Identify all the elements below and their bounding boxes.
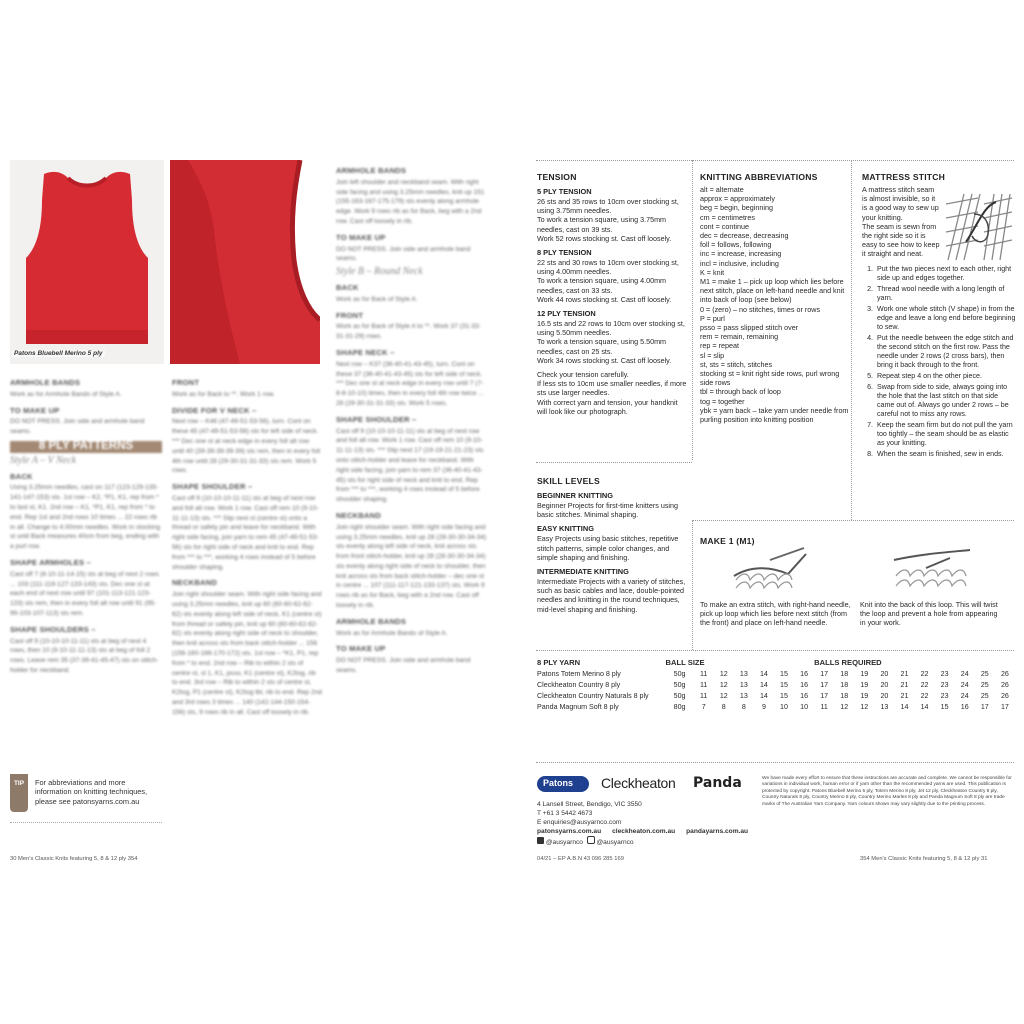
vest-detail-image (170, 160, 320, 364)
email-link[interactable]: E enquiries@ausyarnco.com (537, 819, 622, 826)
tension-check-line: If less sts to 10cm use smaller needles, if more (537, 379, 687, 389)
tension-line: To work a tension square, using 3.75mm (537, 215, 667, 225)
skill-section (537, 476, 689, 614)
section-heading: TO MAKE UP (336, 644, 386, 654)
pattern-paragraph: DO NOT PRESS. Join side and armhole band seams. (336, 245, 471, 263)
left-page-footer: 30 Men's Classic Knits featuring 5, 8 & 12 ply 354 (10, 856, 138, 862)
abbreviation-line: inc = increase, increasing (700, 249, 782, 259)
section-heading: FRONT (336, 310, 364, 320)
balls-required-value: 22 (920, 691, 929, 700)
yarn-table (537, 657, 1015, 712)
pattern-paragraph: Next row – K37 (36-40-41-43-45), turn. Cont on these 37 (36-40-41-43-45) sts for left side of neck. *** Dec one st at neck edge in every row until 7 (7-8-8-10-10) times, then in every foll 4th row twice ... 28 (29-30-31-31-33) sts. Work 5 rows. (336, 360, 484, 407)
tension-line: Work 44 rows stocking st. Cast off loosely. (537, 294, 672, 304)
section-heading: BACK (336, 282, 359, 292)
tension-check-text (537, 370, 689, 416)
tension-check-line: will look like our photograph. (537, 406, 628, 416)
balls-required-value: 24 (960, 669, 969, 678)
balls-required-value: 14 (759, 669, 768, 678)
balls-required-value: 19 (860, 680, 869, 689)
pattern-paragraph: Join right shoulder seam. With right side facing and using 3.25mm needles, knit up 28 (28-30-30-34-34) sts evenly along left side of neck, knit across sts from front stitch-holder, knit up 28 (28-30-30-34-34) sts evenly along right side of neck to shoulder, then knit across sts from back stitch-holder – dec one st in centre ... 107 (111-117-121-133-137) sts. Work 9 rows rib as for Back, beg with a 2nd row. Cast off loosely in rib. (336, 523, 487, 610)
abbreviation-line: approx = approximately (700, 194, 775, 204)
balls-required-value: 14 (759, 680, 768, 689)
pattern-paragraph: DO NOT PRESS. Join side and armhole band seams. (10, 418, 145, 436)
section-heading: FRONT (172, 378, 200, 387)
skill-line: Beginner Projects for first-time knitters using (537, 501, 679, 510)
rule-under-tension (536, 462, 692, 463)
col-yarn-header: 8 PLY YARN (537, 658, 581, 667)
skill-line: such as basic cables and lace, double-pointed (537, 586, 685, 596)
right-footer-left: 04/21 – EP A.B.N 43 096 285 169 (537, 856, 624, 862)
balls-required-value: 25 (980, 691, 989, 700)
tension-check-line: sts use larger needles. (537, 388, 610, 398)
mattress-step: 6. Swap from side to side, always going into the hole that the last stitch on that side came out of. Always go under 2 rows – be careful not to miss any rows. (875, 383, 1016, 419)
tension-check-line: With correct yarn and tension, your handknit (537, 397, 678, 407)
mattress-step: 3. Work one whole stitch (V shape) in from the edge and leave a long end before beginning to sew. (875, 305, 1016, 332)
patons-url[interactable]: patonsyarns.com.au (537, 828, 602, 835)
abbreviation-line: rem = remain, remaining (700, 332, 779, 342)
pattern-paragraph: Cast off 7 (8-10-11-14-15) sts at beg of next 2 rows ... 103 (111-119-127-133-143) sts. Dec one st at each end of next row until 97 (101-113-121-123-133) sts rem, then in every foll alt row until 91 (95-99-103-107-113) sts rem. (10, 570, 159, 617)
pattern-paragraph: Join left shoulder and neckband seam. With right side facing and using 3.25mm needles, knit up 151 (155-163-167-175-179) sts evenly along armhole edge. Work 9 rows rib as for Back, beg with a 2nd row. Cast off loosely in rib. (336, 178, 485, 225)
tension-line: 22 sts and 30 rows to 10cm over stocking st, (537, 258, 679, 268)
balls-required-value: 15 (940, 702, 949, 711)
rule-above-table (536, 650, 1014, 651)
balls-required-value: 14 (920, 702, 929, 711)
yarn-row (537, 668, 1015, 679)
tension-line: To work a tension square, using 5.50mm (537, 337, 667, 347)
balls-required-value: 16 (800, 669, 809, 678)
pattern-paragraph: DO NOT PRESS. Join side and armhole band seams. (336, 657, 471, 675)
balls-required-value: 11 (699, 680, 708, 689)
balls-required-value: 15 (780, 669, 788, 678)
abbreviation-line: dec = decrease, decreasing (700, 231, 789, 241)
instagram-handle[interactable]: @ausyarnco (596, 839, 634, 846)
balls-required-value: 17 (1000, 702, 1009, 711)
ball-size: 80g (673, 702, 686, 711)
pattern-paragraph: Cast off 9 (10-10-10-11-11) sts at beg of next row and foll alt row. Work 1 row. Cast off rem 10 (9-10-11-11-13) sts. *** Slip next st (centre st) onto a thread or safety pin and leave for neckband. With right side facing, join yarn to rem 45 (47-49-51-53-56) sts for right side of neck and knit to end. Rep from *** to ***, working 4 rows instead of 5 before shoulder shaping. (172, 494, 319, 571)
balls-required-value: 13 (880, 702, 889, 711)
col-ball-size-header: BALL SIZE (665, 658, 705, 667)
cleckheaton-url[interactable]: cleckheaton.com.au (612, 828, 676, 835)
balls-required-value: 9 (761, 702, 766, 711)
make1-right-illustration (890, 546, 974, 596)
section-heading: SHAPE SHOULDER – (172, 482, 253, 492)
balls-required-value: 12 (719, 680, 728, 689)
balls-required-value: 15 (780, 691, 788, 700)
panda-url[interactable]: pandayarns.com.au (686, 828, 749, 835)
balls-required-value: 10 (800, 702, 809, 711)
section-heading: TO MAKE UP (336, 232, 386, 242)
tension-subheading: 8 PLY TENSION (537, 248, 592, 258)
balls-required-value: 12 (719, 691, 728, 700)
tension-text (537, 258, 689, 304)
balls-required-value: 17 (820, 669, 829, 678)
balls-required-value: 8 (741, 702, 746, 711)
pattern-paragraph: Work as for Back of Style A. (336, 295, 418, 303)
tip-text: For abbreviations and more information on knitting techniques, please see patonsyarns.com.au (35, 778, 148, 806)
balls-required-value: 26 (1000, 680, 1009, 689)
photo-caption: Patons Bluebell Merino 5 ply (14, 350, 103, 357)
tension-line: 26 sts and 35 rows to 10cm over stocking st, (537, 197, 679, 206)
skill-level-heading: INTERMEDIATE KNITTING (537, 567, 629, 577)
balls-required-value: 13 (739, 669, 748, 678)
tip-badge-label: TIP (13, 780, 25, 787)
abbreviation-line: beg = begin, beginning (700, 203, 773, 213)
abbreviation-line: rep = repeat (700, 341, 739, 351)
balls-required-value: 16 (800, 680, 809, 689)
section-heading: TO MAKE UP (10, 405, 60, 415)
panda-logo: Panda (693, 775, 742, 791)
yarn-name: Cleckheaton Country 8 ply (537, 680, 621, 689)
balls-required-value: 19 (860, 691, 869, 700)
balls-required-value: 13 (739, 680, 748, 689)
tension-line: To work a tension square, using 4.00mm (537, 276, 667, 286)
abbreviation-line: cm = centimetres (700, 212, 755, 222)
abbreviation-line: tbl = through back of loop (700, 387, 781, 397)
style-subtitle: Style B – Round Neck (336, 266, 423, 278)
balls-required-value: 24 (960, 691, 969, 700)
balls-required-value: 17 (820, 691, 829, 700)
tension-line: 16.5 sts and 22 rows to 10cm over stocking st, (537, 319, 685, 329)
balls-required-value: 21 (900, 691, 909, 700)
pattern-paragraph: Work as for Back to **. Work 1 row. (172, 390, 275, 398)
balls-required-value: 22 (920, 680, 929, 689)
balls-required-value: 25 (980, 669, 989, 678)
balls-required-value: 16 (960, 702, 969, 711)
balls-required-value: 20 (880, 691, 889, 700)
skill-line: simple shaping and finishing. (537, 552, 630, 562)
mattress-intro-line: A mattress stitch seam (862, 185, 935, 194)
section-heading: SHAPE SHOULDERS – (10, 624, 96, 634)
balls-required-value: 17 (820, 680, 829, 689)
skill-line: mid-level shaping and finishing. (537, 604, 638, 614)
vest-detail-photo (170, 160, 320, 364)
mattress-step: 1. Put the two pieces next to each other, right side up and edges together. (875, 265, 1016, 283)
mattress-intro-line: your knitting. (862, 212, 903, 222)
make1-title: MAKE 1 (M1) (700, 536, 755, 546)
tension-text (537, 197, 689, 243)
abbreviation-line: into back of loop (see below) (700, 295, 792, 305)
mattress-title: MATTRESS STITCH (862, 172, 946, 182)
balls-required-value: 25 (980, 680, 989, 689)
mattress-step: 2. Thread wool needle with a long length of yarn. (875, 285, 1016, 303)
tension-check-line: Check your tension carefully. (537, 370, 629, 380)
balls-required-value: 14 (900, 702, 909, 711)
yarn-row (537, 679, 1015, 690)
section-heading: NECKBAND (172, 578, 218, 588)
balls-required-value: 22 (920, 669, 929, 678)
make1-line: To make an extra stitch, with right-hand needle, (700, 600, 851, 609)
mattress-step: 8. When the seam is finished, sew in ends. (875, 450, 1016, 459)
skill-level-heading: EASY KNITTING (537, 524, 594, 534)
left-column-1 (10, 372, 162, 676)
balls-required-value: 20 (880, 680, 889, 689)
mattress-stitch-illustration (944, 184, 1014, 264)
balls-required-value: 18 (840, 680, 849, 689)
ball-size: 50g (673, 691, 686, 700)
divider-abbrev-mattress (851, 160, 852, 520)
pattern-paragraph: Cast off 9 (10-10-10-11-11) sts at beg of next row and foll alt row. Work 1 row. Cast off rem 10 (9-10-11-11-13) sts. *** Slip next 17 (19-19-21-21-23) sts onto stitch-holder and leave for neckband. With right side facing, join yarn to rem 37 (36-40-41-43-45) sts for right side of neck and knit to end. Rep from *** to ***, working 4 rows instead of 5 before shoulder shaping. (336, 427, 484, 504)
balls-required-value: 18 (840, 691, 849, 700)
abbreviation-line: incl = inclusive, including (700, 258, 779, 268)
abbreviation-line: st, sts = stitch, stitches (700, 359, 773, 369)
section-heading: ARMHOLE BANDS (336, 616, 407, 626)
rule-below-table (536, 762, 1014, 763)
pattern-paragraph: Using 3.25mm needles, cast on 117 (123-129-135-141-147-153) sts. 1st row – K2, *P1, K1, rep from * to last st, K1. 2nd row – K1, *P1, K1, rep from * to end. Rep 1st and 2nd rows 10 times ... 22 rows rib in all. Change to 4.00mm needles. Work in stocking st until Back measures 40cm from beg, ending with a purl row. (10, 484, 161, 551)
mattress-intro-line: is a good way to sew up (862, 203, 939, 213)
ball-size: 50g (673, 669, 686, 678)
tip-box (10, 774, 162, 823)
section-heading: ARMHOLE BANDS (10, 378, 81, 387)
balls-required-value: 16 (800, 691, 809, 700)
make1-left-text (700, 600, 856, 628)
mattress-intro-line: is almost invisible, so it (862, 194, 936, 204)
yarn-name: Panda Magnum Soft 8 ply (537, 702, 619, 711)
tension-text (537, 319, 689, 365)
balls-required-value: 15 (780, 680, 788, 689)
tension-subheading: 12 PLY TENSION (537, 309, 596, 319)
disclaimer: We have made every effort to ensure that these instructions are accurate and complete. We cannot be responsible for variations in individual work, human error or if yarn other than the recommended yarns are used. This publication is protected by copyright. Patons Bluebell Merino 5 ply, Totem Merino 8 ply, Jet 12 ply, Cleckheaton Country 8 ply, Country Naturals 8 ply, Country Merino 8 ply, Country Merino Marles 8 ply and Panda Magnum Soft 8 ply are trade marks of The Australian Yarn Company. Yarn colours shown may vary slightly due to the printing process. (762, 776, 1012, 807)
balls-required-value: 12 (719, 669, 728, 678)
section-heading: SHAPE SHOULDER – (336, 414, 417, 424)
skill-level-heading: BEGINNER KNITTING (537, 491, 613, 500)
tension-line: needles, cast on 33 sts. (537, 285, 613, 295)
section-heading: DIVIDE FOR V NECK – (172, 405, 257, 415)
make1-left-illustration (730, 546, 810, 596)
balls-required-value: 26 (1000, 669, 1009, 678)
make1-line: Knit into the back of this loop. This will twist (860, 600, 998, 609)
balls-required-value: 14 (759, 691, 768, 700)
tension-line: needles, cast on 39 sts. (537, 224, 613, 234)
yarn-table-wrap (537, 657, 1015, 712)
pattern-paragraph: Work as for Armhole Bands of Style A. (10, 390, 122, 398)
style-subtitle: Style A – V Neck (10, 454, 77, 466)
mattress-intro-line: it straight and neat. (862, 249, 924, 259)
mattress-intro-line: the right side so it is (862, 231, 926, 241)
mattress-step: 4. Put the needle between the edge stitch and the second stitch on the first row. Pass the needle under 2 rows (2 cross bars), then bring it back through to the front. (875, 334, 1016, 370)
abbreviation-line: alt = alternate (700, 185, 744, 194)
skill-line: stitch patterns, simple color changes, and (537, 543, 670, 553)
section-heading: SHAPE NECK – (336, 347, 395, 357)
rule-under-abbrev (692, 520, 1014, 521)
balls-required-value: 24 (960, 680, 969, 689)
balls-required-value: 11 (699, 691, 708, 700)
balls-required-value: 11 (699, 669, 708, 678)
abbrev-title: KNITTING ABBREVIATIONS (700, 172, 818, 182)
skill-level-text (537, 577, 689, 614)
section-heading: ARMHOLE BANDS (336, 166, 407, 175)
balls-required-value: 12 (840, 702, 849, 711)
abbreviation-line: P = purl (700, 313, 725, 323)
make1-line: pick up loop which lies before next stitch (from (700, 609, 848, 619)
mattress-section (862, 172, 1016, 461)
pattern-paragraph: Next row – K46 (47-49-51-53-56), turn. Cont on these 45 (47-49-51-53-56) sts for left side of neck. *** Dec one st at neck edge in every foll alt row until 40 (39-39-39-39-39) sts rem, then in every foll 4th row until 28 (29-30-31-31-33) sts rem. Work 5 rows. (172, 418, 321, 475)
tension-subheading: 5 PLY TENSION (537, 187, 592, 196)
balls-required-value: 18 (840, 669, 849, 678)
abbreviation-line: sl = slip (700, 350, 725, 360)
balls-required-value: 23 (940, 680, 949, 689)
left-column-3 (336, 160, 488, 676)
balls-required-value: 20 (880, 669, 889, 678)
yarn-name: Cleckheaton Country Naturals 8 ply (537, 691, 649, 700)
pattern-paragraph: Join right shoulder seam. With right side facing and using 3.25mm needles, knit up 60 (60-60-62-62-62) sts evenly along left side of neck, K1 (centre st) from thread or safety pin, knit up 60 (60-60-62-62-62) sts evenly along right side of neck to shoulder, then knit across sts from back stitch-holder ... 156 (156-160-166-170-172) sts. 1st row – *K1, P1, rep from * to end. 2nd row – Rib to within 2 sts of centre st, sl 1, K1, psso, K1 (centre st), K2tog, rib to end. 3rd row – Rib to within 2 sts of centre st, K2tog, P1 (centre st), K2tog tbl, rib to end. Rep 2nd and 3rd rows 3 times ... 140 (142-144-150-154-156) sts, 9 rows rib in all. Cast off loosely in rib. (172, 591, 322, 716)
abbreviation-line: stocking st = knit right side rows, purl wrong (700, 369, 840, 379)
left-column-2 (172, 372, 322, 718)
balls-required-value: 23 (940, 669, 949, 678)
abbreviation-line: foll = follows, following (700, 240, 772, 250)
skill-line: Intermediate Projects with a variety of stitches, (537, 577, 686, 587)
abbreviation-line: tog = together (700, 396, 745, 406)
balls-required-value: 17 (980, 702, 989, 711)
ball-size: 50g (673, 680, 686, 689)
mattress-step: 5. Repeat step 4 on the other piece. (875, 372, 1016, 381)
skill-level-text (537, 534, 689, 562)
tension-line: Work 52 rows stocking st. Cast off loosely. (537, 233, 672, 243)
mattress-intro (862, 185, 946, 259)
section-heading: NECKBAND (336, 510, 382, 520)
abbreviation-line: purling position into knitting position (700, 415, 814, 425)
abbreviation-line: cont = continue (700, 221, 749, 231)
pattern-paragraph: Cast off 9 (10-10-10-11-11) sts at beg of next 4 rows, then 10 (9-10-11-11-13) sts at beg of foll 2 rows. Leave rem 35 (37-39-41-45-47) sts on stitch-holder for neckband. (10, 637, 159, 674)
balls-required-value: 19 (860, 669, 869, 678)
pattern-paragraph: Work as for Armhole Bands of Style A. (336, 629, 448, 637)
instagram-icon[interactable] (587, 836, 595, 844)
tension-line: needles, cast on 25 sts. (537, 346, 613, 356)
tension-line: using 4.00mm needles. (537, 267, 612, 277)
skill-title: SKILL LEVELS (537, 476, 600, 486)
balls-required-value: 7 (701, 702, 706, 711)
skill-line: needles and knitting in the round techniques, (537, 595, 680, 605)
tension-line: using 5.50mm needles. (537, 328, 612, 338)
balls-required-value: 23 (940, 691, 949, 700)
balls-required-value: 21 (900, 669, 909, 678)
patons-logo-text: Patons (543, 778, 574, 788)
facebook-icon[interactable] (537, 837, 544, 844)
make1-line: the front) and place on left-hand needle. (700, 618, 828, 628)
mattress-intro-line: The seam is sewn from (862, 221, 937, 231)
vest-front-image (10, 160, 164, 364)
abbreviation-line: 0 = (zero) – no stitches, times or rows (700, 304, 821, 314)
abbreviation-line: ybk = yarn back – take yarn under needle from (700, 405, 849, 415)
make1-line: the loop and prevent a hole from appearing (860, 609, 998, 619)
cleckheaton-logo: Cleckheaton (601, 775, 676, 791)
tension-title: TENSION (537, 172, 577, 182)
yarn-row (537, 701, 1015, 712)
balls-required-value: 10 (780, 702, 788, 711)
phone: T +61 3 5442 4673 (537, 810, 593, 817)
abbreviations-section (700, 172, 850, 424)
divider-tension-abbrev (692, 160, 693, 460)
skill-line: Easy Projects using basic stitches, repetitive (537, 534, 679, 544)
tension-section (537, 172, 689, 416)
tension-line: using 3.75mm needles. (537, 206, 612, 216)
skill-line: basic stitches. Minimal shaping. (537, 510, 639, 520)
balls-required-value: 12 (860, 702, 869, 711)
abbreviation-line: psso = pass slipped stitch over (700, 323, 799, 333)
balls-required-value: 26 (1000, 691, 1009, 700)
mattress-steps-list (862, 265, 1016, 459)
mattress-intro-line: easy to see how to keep (862, 240, 940, 250)
balls-required-value: 21 (900, 680, 909, 689)
yarn-name: Patons Totem Merino 8 ply (537, 669, 621, 678)
yarn-row (537, 690, 1015, 701)
section-heading: SHAPE ARMHOLES – (10, 557, 91, 567)
balls-required-value: 11 (820, 702, 828, 711)
facebook-handle[interactable]: @ausyarnco (545, 839, 583, 846)
make1-section (700, 536, 1014, 628)
top-rule (536, 160, 1014, 161)
make1-line: in your work. (860, 618, 901, 628)
balls-required-value: 8 (721, 702, 726, 711)
right-footer-right: 354 Men's Classic Knits featuring 5, 8 & 12 ply 31 (860, 856, 988, 862)
tension-line: Work 34 rows stocking st. Cast off loosely. (537, 355, 672, 365)
pattern-paragraph: Work as for Back of Style A to **. Work 37 (31-33-31-31-29) rows. (336, 323, 481, 341)
pattern-banner: 8 PLY PATTERNS (10, 441, 162, 453)
make1-right-text (860, 600, 1014, 628)
abbreviation-line: K = knit (700, 267, 725, 277)
divider-skill-make1 (692, 520, 693, 650)
abbreviation-line: M1 = make 1 – pick up loop which lies before (700, 277, 844, 287)
mattress-step: 7. Keep the seam firm but do not pull the yarn too tightly – the seam should be as elastic as your knitting. (875, 421, 1016, 448)
abbreviation-line: side rows (700, 378, 731, 388)
col-balls-required-header: BALLS REQUIRED (814, 658, 882, 667)
balls-required-value: 13 (739, 691, 748, 700)
section-heading: BACK (10, 471, 33, 481)
address: 4 Lansell Street, Bendigo, VIC 3550 (537, 801, 642, 808)
skill-level-text (537, 501, 689, 519)
vest-front-photo (10, 160, 164, 364)
abbreviation-line: next stitch, place on left-hand needle and knit (700, 286, 845, 296)
